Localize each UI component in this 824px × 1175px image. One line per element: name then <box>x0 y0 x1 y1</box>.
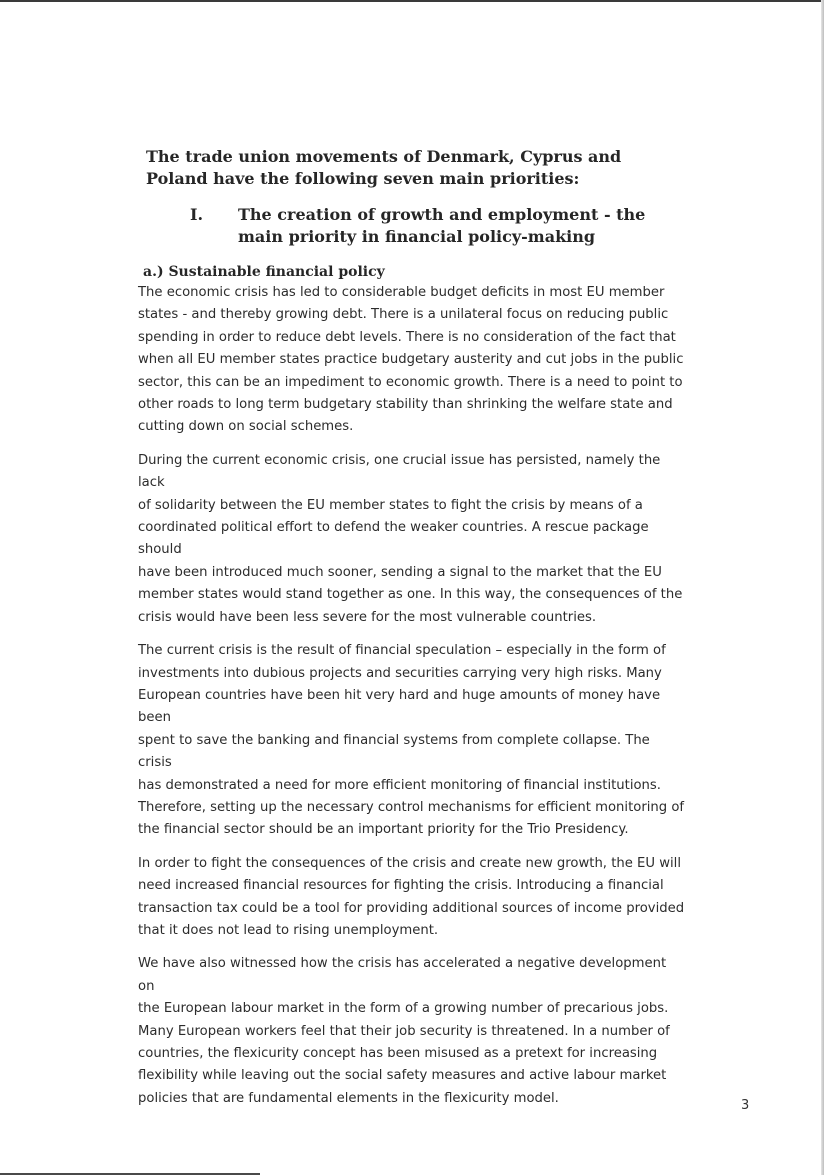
page-number: 3 <box>741 1098 750 1113</box>
paragraph-5: We have also witnessed how the crisis has accelerated a negative development on the European labour market in the form of a growing number of precarious jobs. Many European workers feel that their job security is threatened. In a number of countries, the flexicurity concept has been misused as a pretext for increasing flexibility while leaving out the social safety measures and active labour market policies that are fundamental elements in the flexicurity model. <box>138 956 670 1106</box>
paragraph-2: During the current economic crisis, one crucial issue has persisted, namely the lack of solidarity between the EU member states to fight the crisis by means of a coordinated political effort to defend the weaker countries. A rescue package should have been introduced much sooner, sending a signal to the market that the EU member states would stand together as one. In this way, the consequences of the crisis would have been less severe for the most vulnerable countries. <box>138 452 683 625</box>
section-numeral: I. <box>190 205 204 224</box>
scan-edge-top <box>0 0 824 2</box>
paragraph-4: In order to fight the consequences of the crisis and create new growth, the EU will need increased financial resources for fighting the crisis. Introducing a financial transaction tax could be a tool for providing additional sources of income provided that it does not lead to rising unemployment. <box>138 855 685 938</box>
section-title: The creation of growth and employment - the main priority in financial policy-making <box>238 205 646 246</box>
section-heading <box>190 204 686 248</box>
paragraph-1: The economic crisis has led to considerable budget deficits in most EU member states - and thereby growing debt. There is a unilateral focus on reducing public spending in order to reduce debt levels. There is no consideration of the fact that when all EU member states practice budgetary austerity and cut jobs in the public sector, this can be an impediment to economic growth. There is a need to point to other roads to long term budgetary stability than shrinking the welfare state and cutting down on social schemes. <box>138 285 684 435</box>
subsection-heading: a.) Sustainable financial policy <box>143 264 385 280</box>
paragraph-3: The current crisis is the result of financial speculation – especially in the form of investments into dubious projects and securities carrying very high risks. Many European countries have been hit very hard and huge amounts of money have been spent to save the banking and financial systems from complete collapse. The crisis has demonstrated a need for more efficient monitoring of financial institutions. Therefore, setting up the necessary control mechanisms for efficient monitoring of the financial sector should be an important priority for the Trio Presidency. <box>138 643 685 838</box>
document-body <box>138 146 686 1121</box>
main-heading: The trade union movements of Denmark, Cyprus and Poland have the following seven main priorities: <box>146 147 622 188</box>
